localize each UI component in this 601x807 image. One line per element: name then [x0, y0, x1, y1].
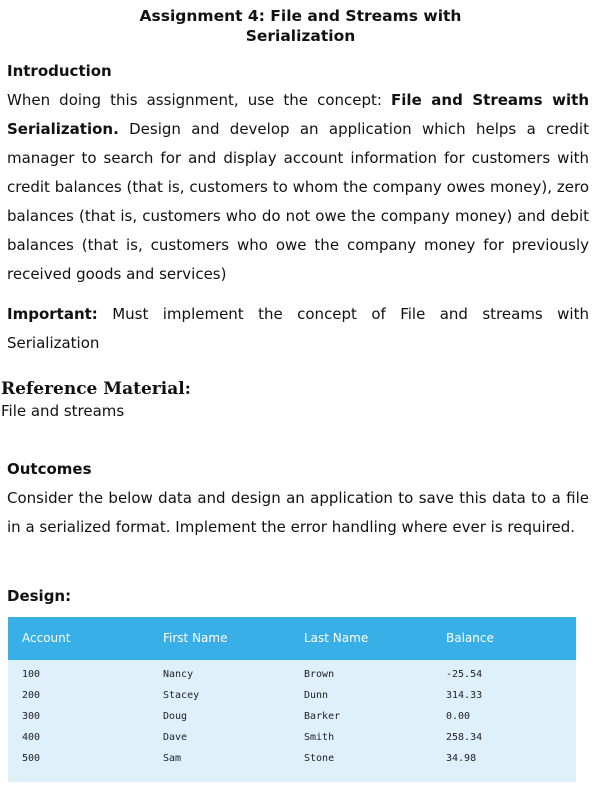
- cell-first-name: Nancy: [163, 669, 194, 680]
- outcomes-heading: Outcomes: [7, 460, 92, 478]
- cell-account: 100: [22, 669, 41, 680]
- cell-balance: 0.00: [446, 711, 471, 722]
- important-text: Must implement the concept of File and streams with Serialization: [7, 305, 589, 352]
- cell-first-name: Sam: [163, 753, 182, 764]
- cell-balance: 314.33: [446, 690, 483, 701]
- reference-heading: Reference Material:: [1, 379, 191, 399]
- cell-balance: 258.34: [446, 732, 483, 743]
- header-last-name: Last Name: [304, 631, 369, 645]
- introduction-heading: Introduction: [7, 62, 112, 80]
- header-account: Account: [22, 631, 71, 645]
- cell-last-name: Stone: [304, 753, 335, 764]
- header-first-name: First Name: [163, 631, 228, 645]
- cell-account: 500: [22, 753, 41, 764]
- outcomes-paragraph: Consider the below data and design an application to save this data to a file in a serialized format. Implement the error handling where ever is required.: [7, 489, 589, 536]
- document-title: [0, 6, 601, 46]
- introduction-paragraph: [7, 86, 589, 289]
- cell-last-name: Smith: [304, 732, 335, 743]
- design-heading: Design:: [7, 587, 72, 605]
- account-table: [8, 617, 576, 782]
- intro-bold-concept: File and Streams with Serialization.: [7, 91, 590, 138]
- important-label: Important:: [7, 305, 98, 323]
- cell-account: 200: [22, 690, 41, 701]
- cell-account: 400: [22, 732, 41, 743]
- cell-first-name: Stacey: [163, 690, 200, 701]
- cell-account: 300: [22, 711, 41, 722]
- cell-balance: 34.98: [446, 753, 477, 764]
- reference-text: File and streams: [1, 402, 125, 420]
- header-balance: Balance: [446, 631, 494, 645]
- cell-last-name: Dunn: [304, 690, 329, 701]
- cell-last-name: Brown: [304, 669, 335, 680]
- title-line-2: Serialization: [245, 27, 356, 45]
- cell-first-name: Doug: [163, 711, 188, 722]
- intro-text-1: When doing this assignment, use the concept:: [7, 91, 392, 109]
- cell-last-name: Barker: [304, 711, 341, 722]
- cell-balance: -25.54: [446, 669, 483, 680]
- cell-first-name: Dave: [163, 732, 188, 743]
- intro-text-2: Design and develop an application which helps a credit manager to search for and display account information for customers with credit balances (that is, customers to whom the company owes money), zero balances (that is, customers who do not owe the company money) and debit balances (that is, customers who owe the company money for previously received goods and services): [7, 120, 589, 283]
- important-paragraph: [7, 300, 589, 358]
- title-line-1: Assignment 4: File and Streams with: [139, 7, 462, 25]
- table-header: [8, 617, 576, 660]
